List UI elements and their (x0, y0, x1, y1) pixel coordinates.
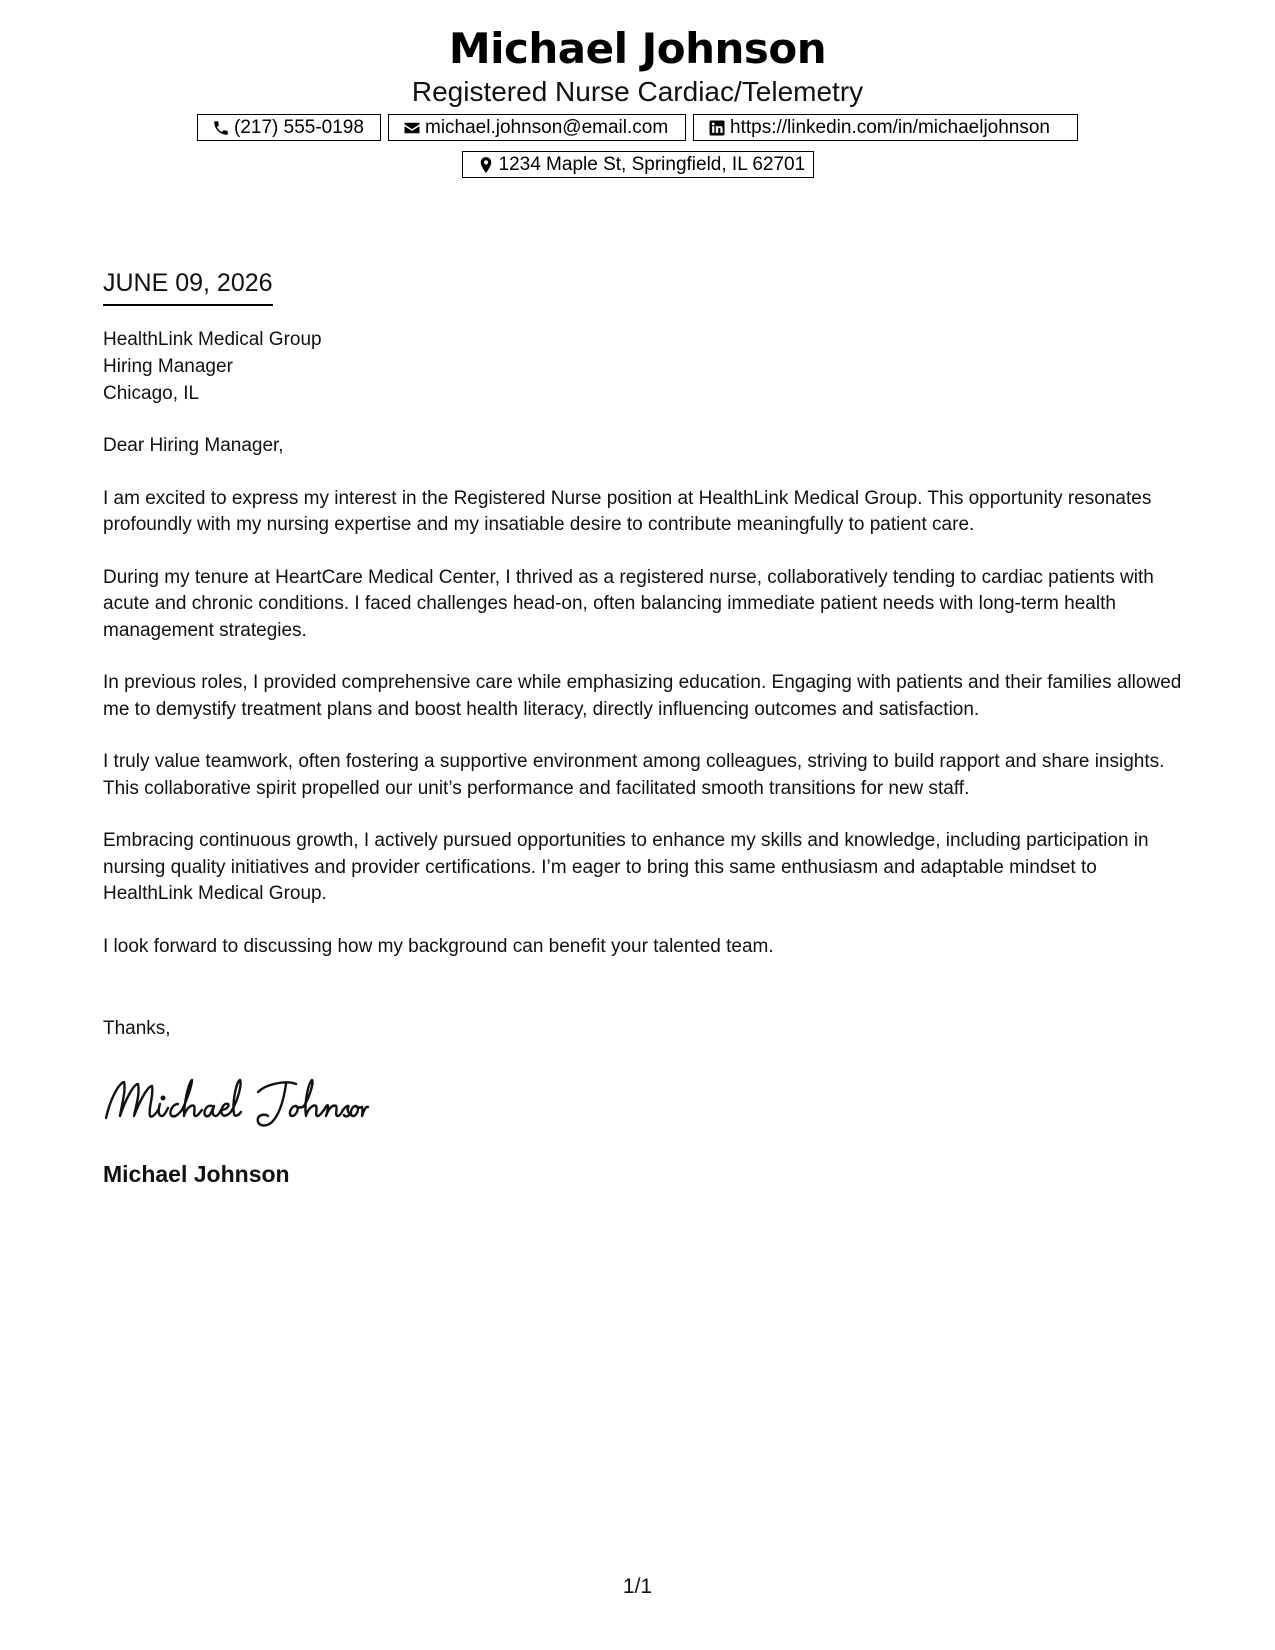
paragraph: In previous roles, I provided comprehensive care while emphasizing education. Engaging with patients and their families allowed me to demystify treatment plans and boost health literacy, directly influencing outcomes and satisfaction. (103, 672, 1182, 720)
recipient-contact: Hiring Manager (103, 356, 233, 377)
letter-date: JUNE 09, 2026 (103, 268, 273, 306)
email-address[interactable]: michael.johnson@email.com (425, 116, 669, 138)
linkedin-chip[interactable] (693, 114, 1078, 141)
closing: Thanks, (103, 1018, 171, 1039)
map-marker-icon (477, 156, 495, 174)
envelope-icon (403, 119, 421, 137)
paragraph: I am excited to express my interest in the Registered Nurse position at HealthLink Medical Group. This opportunity resonates profoundly with my nursing expertise and my insatiable desire to contribute meaningfully to patient care. (103, 487, 1152, 535)
applicant-title: Registered Nurse Cardiac/Telemetry (411, 76, 864, 107)
paragraph: During my tenure at HeartCare Medical Center, I thrived as a registered nurse, collaboratively tending to cardiac patients with acute and chronic conditions. I faced challenges head-on, often balancing immediate patient needs with long-term health management strategies. (103, 566, 1154, 641)
phone-chip (197, 114, 381, 141)
letter-body (103, 433, 1183, 986)
phone-number: (217) 555-0198 (234, 116, 364, 138)
letter-header (0, 22, 1275, 108)
contact-row-primary (0, 114, 1275, 141)
signature-drawing (100, 1070, 370, 1130)
paragraph: I truly value teamwork, often fostering a supportive environment among colleagues, striving to build rapport and share insights. This collaborative spirit propelled our unit’s performance and facilitated smooth transitions for new staff. (103, 751, 1165, 799)
address-chip (462, 151, 814, 178)
page-number: 1/1 (622, 1575, 653, 1598)
handwritten-signature (100, 1070, 370, 1130)
signed-name: Michael Johnson (103, 1161, 290, 1187)
contact-row-secondary (0, 151, 1275, 178)
linkedin-url[interactable]: https://linkedin.com/in/michaeljohnson (730, 116, 1051, 138)
email-chip[interactable] (388, 114, 686, 141)
recipient-block (103, 326, 322, 407)
phone-icon (212, 119, 230, 137)
street-address: 1234 Maple St, Springfield, IL 62701 (498, 153, 806, 175)
salutation: Dear Hiring Manager, (103, 435, 284, 456)
paragraph: I look forward to discussing how my background can benefit your talented team. (103, 935, 774, 957)
linkedin-icon (708, 119, 726, 137)
paragraph: Embracing continuous growth, I actively pursued opportunities to enhance my skills and knowledge, including participation in nursing quality initiatives and provider certifications. I’m eager to bring this same enthusiasm and adaptable mindset to HealthLink Medical Group. (103, 830, 1149, 904)
recipient-location: Chicago, IL (103, 383, 200, 404)
applicant-name: Michael Johnson (448, 24, 827, 73)
recipient-company: HealthLink Medical Group (103, 329, 322, 350)
